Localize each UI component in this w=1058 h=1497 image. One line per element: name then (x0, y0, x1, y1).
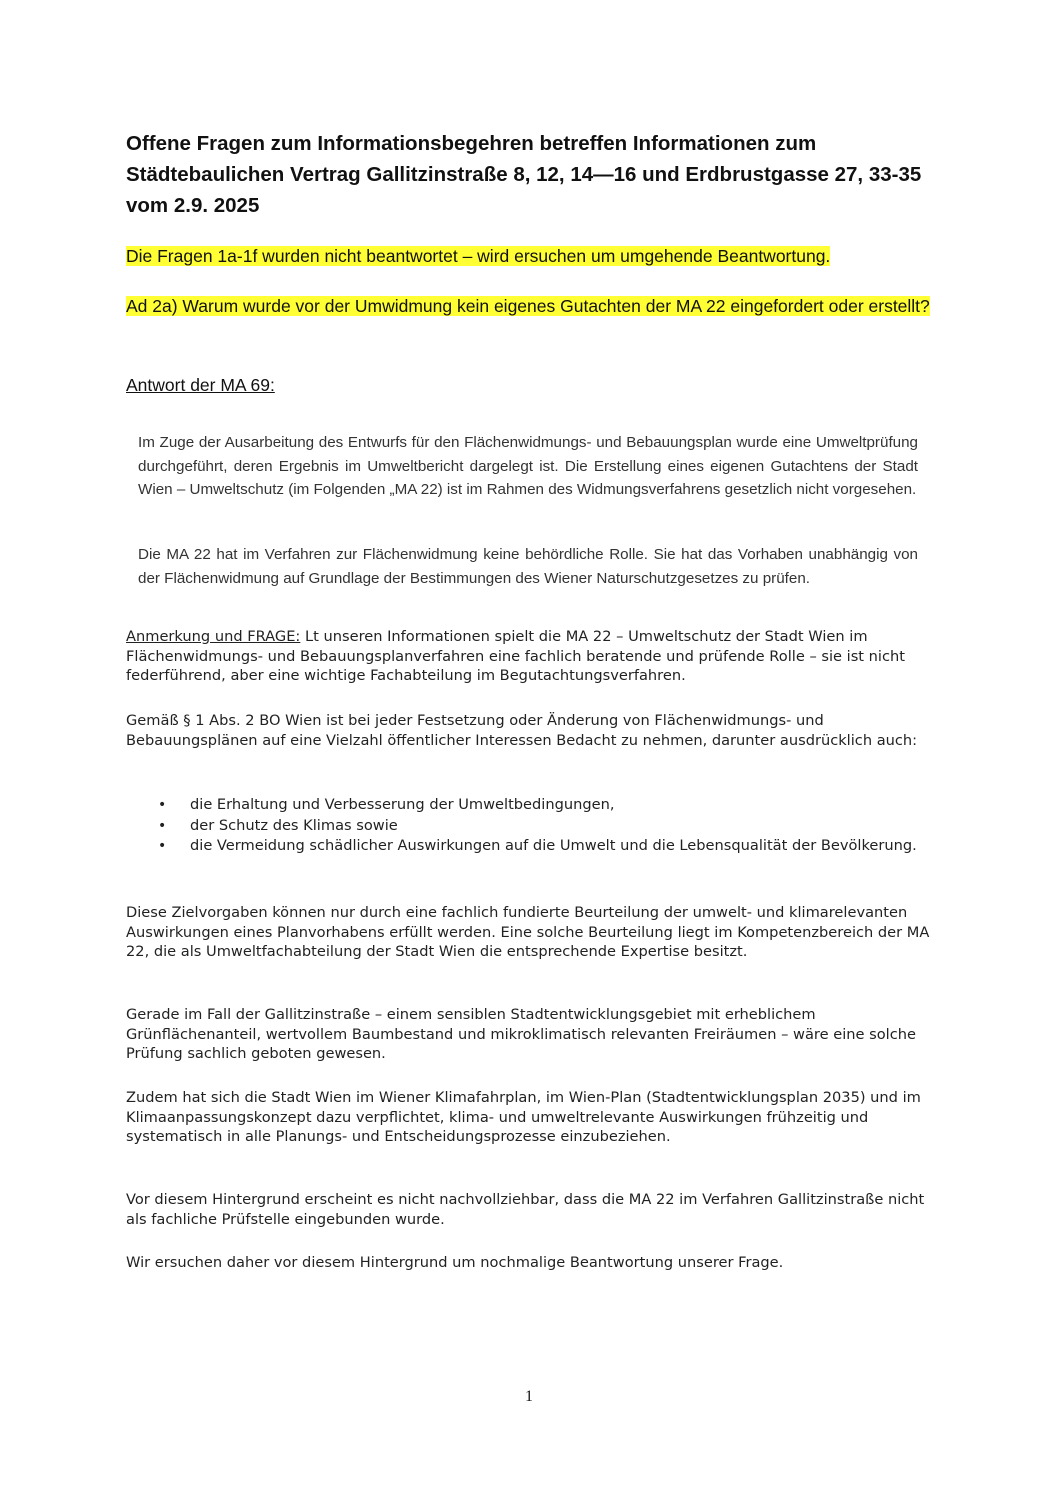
targets-paragraph: Diese Zielvorgaben können nur durch eine fachlich fundierte Beurteilung der umwelt- und klimarelevanten Auswirkungen eines Planvorhabens erfüllt werden. Eine solche Beurteilung liegt im Kompetenzbereich der MA 22, die als Umweltfachabteilung der Stadt Wien die entsprechende Expertise besitzt. (126, 904, 930, 960)
bo-paragraph: Gemäß § 1 Abs. 2 BO Wien ist bei jeder Festsetzung oder Änderung von Flächenwidmungs- und Bebauungsplänen auf eine Vielzahl öffentlicher Interessen Bedacht zu nehmen, darunter ausdrücklich auch: (126, 712, 918, 749)
remark-label: Anmerkung und FRAGE: (126, 628, 301, 645)
notice-unanswered-questions (126, 243, 946, 270)
bullet-icon: • (158, 797, 167, 813)
document-title: Offene Fragen zum Informationsbegehren betreffen Informationen zum Städtebaulichen Vertrag Gallitzinstraße 8, 12, 14—16 und Erdbrustgasse 27, 33-35 vom 2.9. 2025 (126, 132, 922, 217)
list-item: • der Schutz des Klimas sowie (126, 816, 932, 837)
public-interests-list (126, 795, 932, 857)
request-paragraph: Wir ersuchen daher vor diesem Hintergrund um nochmalige Beantwortung unserer Frage. (126, 1254, 784, 1271)
answer-quote-paragraph-1: Im Zuge der Ausarbeitung des Entwurfs für den Flächenwidmungs- und Bebauungsplan wurde eine Umweltprüfung durchgeführt, deren Ergebnis im Umweltbericht dargelegt ist. Die Erstellung eines eigenen Gutachtens der Stadt Wien – Umweltschutz (im Folgenden „MA 22) ist im Rahmen des Widmungsverfahrens gesetzlich nicht vorgesehen. (138, 434, 918, 498)
list-item: • die Erhaltung und Verbesserung der Umweltbedingungen, (126, 795, 932, 816)
remark-text: Lt unseren Informationen spielt die MA 22 – Umweltschutz der Stadt Wien im Flächenwidmungs- und Bebauungsplanverfahren eine fachlich beratende und prüfende Rolle – sie ist nicht federführend, aber eine wichtige Fachabteilung im Begutachtungsverfahren. (126, 628, 905, 684)
list-item: • die Vermeidung schädlicher Auswirkungen auf die Umwelt und die Lebensqualität der Bevölkerung. (126, 836, 932, 857)
bullet-icon: • (158, 817, 167, 834)
bullet-icon: • (158, 838, 167, 854)
highlighted-question: Ad 2a) Warum wurde vor der Umwidmung kein eigenes Gutachten der MA 22 eingefordert oder erstellt? (126, 296, 930, 316)
highlighted-notice: Die Fragen 1a-1f wurden nicht beantwortet – wird ersuchen um umgehende Beantwortung. (126, 246, 831, 266)
answer-quote-paragraph-2: Die MA 22 hat im Verfahren zur Flächenwidmung keine behördliche Rolle. Sie hat das Vorhaben unabhängig von der Flächenwidmung auf Grundlage der Bestimmungen des Wiener Naturschutzgesetzes zu prüfen. (138, 546, 918, 587)
climate-paragraph: Zudem hat sich die Stadt Wien im Wiener Klimafahrplan, im Wien-Plan (Stadtentwicklungsplan 2035) und im Klimaanpassungskonzept dazu verpflichtet, klima- und umweltrelevante Auswirkungen frühzeitig und systematisch in alle Planungs- und Entscheidungsprozesse einzubeziehen. (126, 1089, 921, 1145)
answer-heading: Antwort der MA 69: (126, 375, 275, 395)
page-number: 1 (525, 1388, 533, 1405)
conclusion-paragraph: Vor diesem Hintergrund erscheint es nicht nachvollziehbar, dass die MA 22 im Verfahren Gallitzinstraße nicht als fachliche Prüfstelle eingebunden wurde. (126, 1191, 925, 1228)
remark-paragraph (126, 627, 932, 686)
gallitzin-paragraph: Gerade im Fall der Gallitzinstraße – einem sensiblen Stadtentwicklungsgebiet mit erheblichem Grünflächenanteil, wertvollem Baumbestand und mikroklimatisch relevanten Freiräumen – wäre eine solche Prüfung sachlich geboten gewesen. (126, 1006, 916, 1062)
question-2a (126, 293, 946, 320)
